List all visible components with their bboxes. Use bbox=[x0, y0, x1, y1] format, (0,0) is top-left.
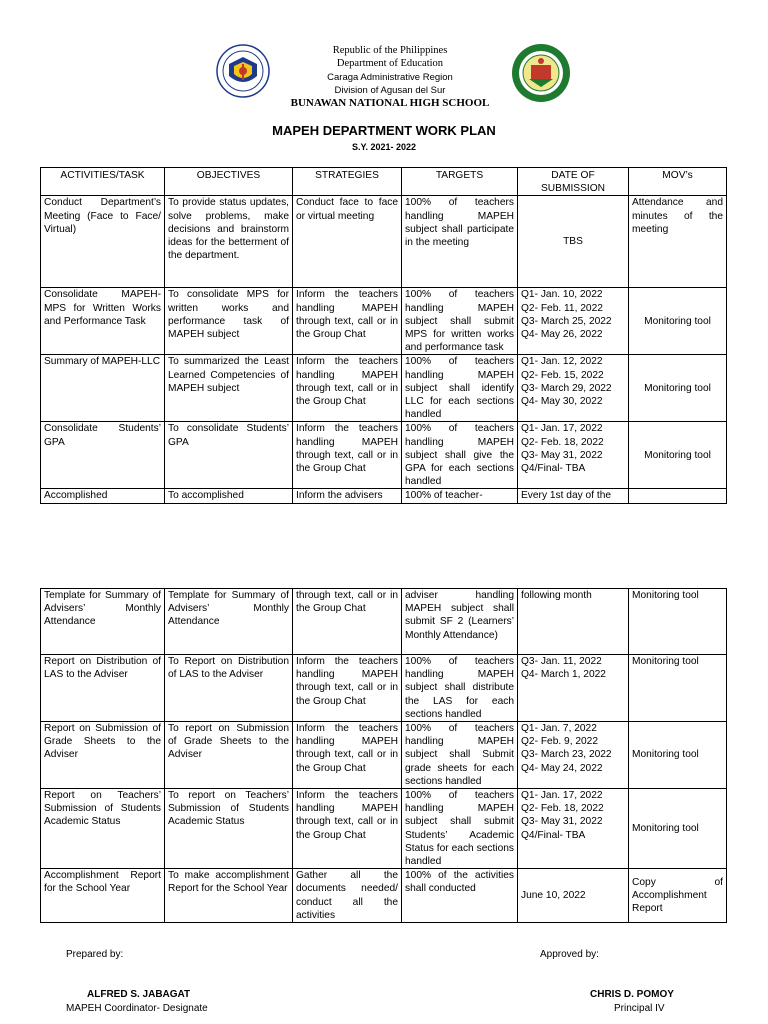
date-cell: following month bbox=[518, 589, 629, 655]
prepared-by-name: ALFRED S. JABAGAT bbox=[87, 989, 191, 1000]
objective-cell: To consolidate Students’ GPA bbox=[165, 422, 293, 489]
date-line: Q2- Feb. 15, 2022 bbox=[521, 369, 604, 381]
target-cell: 100% of teacher- bbox=[402, 489, 518, 503]
table-header-row bbox=[41, 168, 727, 196]
date-line: Q3- May 31, 2022 bbox=[521, 449, 603, 461]
school-year: S.Y. 2021- 2022 bbox=[351, 142, 417, 152]
mov-cell: Monitoring tool bbox=[629, 722, 727, 789]
strategy-cell: Inform the teachers handling MAPEH through text, call or in the Group Chat bbox=[293, 288, 402, 355]
date-line: Q1- Jan. 10, 2022 bbox=[521, 289, 603, 301]
strategy-cell: Inform the teachers handling MAPEH through text, call or in the Group Chat bbox=[293, 355, 402, 422]
table-row bbox=[41, 722, 727, 789]
objective-cell: To consolidate MPS for written works and performance task of MAPEH subject bbox=[165, 288, 293, 355]
activity-cell: Report on Submission of Grade Sheets to the Adviser bbox=[41, 722, 165, 789]
department-line: Department of Education bbox=[336, 58, 444, 70]
activity-cell: Summary of MAPEH-LLC bbox=[41, 355, 165, 422]
work-plan-table-page-2 bbox=[40, 588, 727, 923]
objective-cell: To report on Submission of Grade Sheets to the Adviser bbox=[165, 722, 293, 789]
target-cell: 100% of teachers handling MAPEH subject shall identify LLC for each sections handled bbox=[402, 355, 518, 422]
date-line: Q4- May 30, 2022 bbox=[521, 396, 603, 408]
school-logo-icon bbox=[511, 43, 571, 103]
date-cell bbox=[518, 789, 629, 869]
date-cell bbox=[518, 288, 629, 355]
date-line: Q3- March 25, 2022 bbox=[521, 315, 612, 327]
target-cell: 100% of teachers handling MAPEH subject shall distribute the LAS for each sections handled bbox=[402, 655, 518, 722]
table-row bbox=[41, 288, 727, 355]
strategy-cell: Gather all the documents needed/ conduct all the activities bbox=[293, 869, 402, 923]
table-row bbox=[41, 422, 727, 489]
date-line: Q4- May 24, 2022 bbox=[521, 762, 603, 774]
document-title: MAPEH DEPARTMENT WORK PLAN bbox=[272, 123, 496, 138]
objective-cell: To Report on Distribution of LAS to the Adviser bbox=[165, 655, 293, 722]
table-row bbox=[41, 789, 727, 869]
table-row bbox=[41, 489, 727, 503]
date-line: Q2- Feb. 9, 2022 bbox=[521, 736, 599, 748]
date-line: Q4- March 1, 2022 bbox=[521, 669, 606, 681]
activity-cell: Report on Teachers’ Submission of Students Academic Status bbox=[41, 789, 165, 869]
table-row bbox=[41, 196, 727, 288]
activity-cell: Conduct Department’s Meeting (Face to Face/ Virtual) bbox=[41, 196, 165, 288]
target-cell: 100% of teachers handling MAPEH subject shall Submit grade sheets for each sections handled bbox=[402, 722, 518, 789]
strategy-cell: Inform the advisers bbox=[293, 489, 402, 503]
date-cell: June 10, 2022 bbox=[518, 869, 629, 923]
work-plan-table-page-1 bbox=[40, 167, 727, 504]
objective-cell: Template for Summary of Advisers’ Monthly Attendance bbox=[165, 589, 293, 655]
date-line: Q3- May 31, 2022 bbox=[521, 816, 603, 828]
objective-cell: To accomplished bbox=[165, 489, 293, 503]
mov-cell: Copy of Accomplishment Report bbox=[629, 869, 727, 923]
col-header-strategies: STRATEGIES bbox=[293, 168, 402, 196]
letterhead bbox=[0, 40, 768, 115]
activity-cell: Report on Distribution of LAS to the Adviser bbox=[41, 655, 165, 722]
mov-cell: Monitoring tool bbox=[629, 589, 727, 655]
date-line: Q2- Feb. 18, 2022 bbox=[521, 803, 604, 815]
date-cell bbox=[518, 722, 629, 789]
target-cell: adviser handling MAPEH subject shall submit SF 2 (Learners’ Monthly Attendance) bbox=[402, 589, 518, 655]
mov-cell: Attendance and minutes of the meeting bbox=[629, 196, 727, 288]
objective-cell: To summarized the Least Learned Competencies of MAPEH subject bbox=[165, 355, 293, 422]
date-cell: TBS bbox=[518, 196, 629, 288]
mov-cell: Monitoring tool bbox=[629, 655, 727, 722]
col-header-objectives: OBJECTIVES bbox=[165, 168, 293, 196]
objective-cell: To make accomplishment Report for the School Year bbox=[165, 869, 293, 923]
target-cell: 100% of teachers handling MAPEH subject shall participate in the meeting bbox=[402, 196, 518, 288]
strategy-cell: Inform the teachers handling MAPEH through text, call or in the Group Chat bbox=[293, 789, 402, 869]
date-line: Q4/Final- TBA bbox=[521, 463, 586, 475]
date-line: Q3- Jan. 11, 2022 bbox=[521, 656, 602, 667]
date-line: Q3- March 29, 2022 bbox=[521, 382, 612, 394]
date-cell bbox=[518, 355, 629, 422]
prepared-by-title: MAPEH Coordinator- Designate bbox=[66, 1003, 208, 1014]
republic-line: Republic of the Philippines bbox=[332, 45, 448, 56]
table-row bbox=[41, 869, 727, 923]
approved-by-name: CHRIS D. POMOY bbox=[590, 989, 674, 1000]
target-cell: 100% of teachers handling MAPEH subject shall give the GPA for each sections handled bbox=[402, 422, 518, 489]
strategy-cell: Inform the teachers handling MAPEH through text, call or in the Group Chat bbox=[293, 422, 402, 489]
date-line: Q2- Feb. 11, 2022 bbox=[521, 302, 603, 314]
col-header-activities: ACTIVITIES/TASK bbox=[41, 168, 165, 196]
date-line: Q4/Final- TBA bbox=[521, 829, 586, 841]
target-cell: 100% of the activities shall conducted bbox=[402, 869, 518, 923]
table-row bbox=[41, 355, 727, 422]
prepared-by-label: Prepared by: bbox=[66, 949, 124, 960]
mov-cell: Monitoring tool bbox=[629, 355, 727, 422]
activity-cell: Consolidate MAPEH-MPS for Written Works and Performance Task bbox=[41, 288, 165, 355]
objective-cell: To provide status updates, solve problems, make decisions and brainstorm ideas for the betterment of the department. bbox=[165, 196, 293, 288]
strategy-cell: through text, call or in the Group Chat bbox=[293, 589, 402, 655]
mov-cell: Monitoring tool bbox=[629, 789, 727, 869]
date-cell bbox=[518, 422, 629, 489]
table-row bbox=[41, 655, 727, 722]
col-header-date: DATE OF SUBMISSION bbox=[518, 168, 629, 196]
table-row bbox=[41, 589, 727, 655]
mov-cell: Monitoring tool bbox=[629, 288, 727, 355]
activity-cell: Consolidate Students’ GPA bbox=[41, 422, 165, 489]
date-line: Q3- March 23, 2022 bbox=[521, 749, 612, 761]
date-cell bbox=[518, 655, 629, 722]
mov-cell bbox=[629, 489, 727, 503]
activity-cell: Accomplished bbox=[41, 489, 165, 503]
date-line: Q1- Jan. 7, 2022 bbox=[521, 723, 597, 735]
approved-by-label: Approved by: bbox=[540, 949, 599, 960]
target-cell: 100% of teachers handling MAPEH subject shall submit MPS for written works and performance task bbox=[402, 288, 518, 355]
date-line: Q1- Jan. 17, 2022 bbox=[521, 423, 603, 435]
region-line: Caraga Administrative Region bbox=[327, 71, 453, 83]
objective-cell: To report on Teachers’ Submission of Students Academic Status bbox=[165, 789, 293, 869]
date-cell: Every 1st day of the bbox=[518, 489, 629, 503]
date-line: Q1- Jan. 12, 2022 bbox=[521, 356, 603, 368]
activity-cell: Accomplishment Report for the School Year bbox=[41, 869, 165, 923]
date-line: Q2- Feb. 18, 2022 bbox=[521, 436, 604, 448]
approved-by-title: Principal IV bbox=[614, 1003, 665, 1014]
target-cell: 100% of teachers handling MAPEH subject shall submit Students’ Academic Status for each sections handled bbox=[402, 789, 518, 869]
school-name: BUNAWAN NATIONAL HIGH SCHOOL bbox=[290, 97, 490, 110]
date-line: Q4- May 26, 2022 bbox=[521, 329, 603, 341]
col-header-targets: TARGETS bbox=[402, 168, 518, 196]
strategy-cell: Inform the teachers handling MAPEH through text, call or in the Group Chat bbox=[293, 722, 402, 789]
strategy-cell: Conduct face to face or virtual meeting bbox=[293, 196, 402, 288]
activity-cell: Template for Summary of Advisers’ Monthly Attendance bbox=[41, 589, 165, 655]
col-header-movs: MOV’s bbox=[629, 168, 727, 196]
mov-cell: Monitoring tool bbox=[629, 422, 727, 489]
strategy-cell: Inform the teachers handling MAPEH through text, call or in the Group Chat bbox=[293, 655, 402, 722]
date-line: Q1- Jan. 17, 2022 bbox=[521, 790, 603, 802]
division-line: Division of Agusan del Sur bbox=[334, 84, 446, 96]
